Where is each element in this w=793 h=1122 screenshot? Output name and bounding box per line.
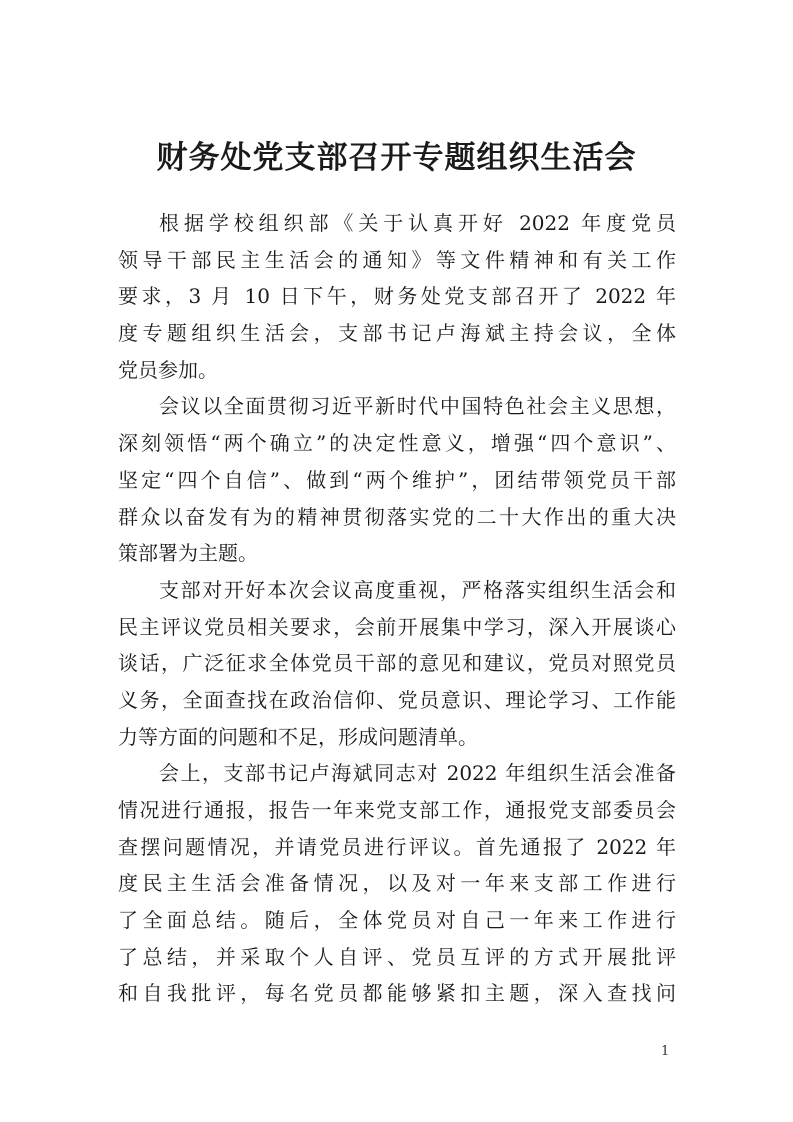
document-title: 财务处党支部召开专题组织生活会	[156, 140, 637, 176]
paragraph-4-line-6: 了总结，并采取个人自评、党员互评的方式开展批评	[118, 944, 676, 969]
paragraph-2-line-3: 坚定“四个自信”、做到“两个维护”，团结带领党员干部	[118, 467, 676, 492]
document-body	[118, 205, 676, 1012]
paragraph-4-line-2: 情况进行通报，报告一年来党支部工作，通报党支部委员会	[118, 798, 676, 822]
paragraph-4-line-7: 和自我批评，每名党员都能够紧扣主题，深入查找问	[118, 981, 676, 1006]
paragraph-3-line-2: 民主评议党员相关要求，会前开展集中学习，深入开展谈心	[118, 614, 676, 639]
paragraph-1-line-2: 领导干部民主生活会的通知》等文件精神和有关工作	[118, 247, 676, 272]
paragraph-1-line-3: 要求，3 月 10 日下午，财务处党支部召开了 2022 年	[118, 284, 676, 309]
paragraph-1-line-1: 根据学校组织部《关于认真开好 2022 年度党员	[159, 211, 676, 235]
paragraph-3-line-3: 谈话，广泛征求全体党员干部的意见和建议，党员对照党员	[118, 651, 676, 676]
paragraph-2-line-5: 策部署为主题。	[118, 541, 258, 566]
paragraph-4-line-4: 度民主生活会准备情况，以及对一年来支部工作进行	[118, 871, 676, 896]
paragraph-2-line-1: 会议以全面贯彻习近平新时代中国特色社会主义思想，	[159, 394, 676, 419]
paragraph-4-line-3: 查摆问题情况，并请党员进行评议。首先通报了 2022 年	[118, 834, 676, 859]
paragraph-3-line-1: 支部对开好本次会议高度重视，严格落实组织生活会和	[159, 577, 676, 602]
paragraph-4-line-1: 会上，支部书记卢海斌同志对 2022 年组织生活会准备	[159, 761, 676, 786]
paragraph-3-line-4: 义务，全面查找在政治信仰、党员意识、理论学习、工作能	[118, 687, 676, 712]
paragraph-1-line-5: 党员参加。	[118, 357, 218, 382]
paragraph-1-line-4: 度专题组织生活会，支部书记卢海斌主持会议，全体	[118, 321, 676, 346]
paragraph-2-line-2: 深刻领悟“两个确立”的决定性意义，增强“四个意识”、	[118, 431, 676, 456]
paragraph-4-line-5: 了全面总结。随后，全体党员对自己一年来工作进行	[118, 908, 676, 933]
page-number: 1	[661, 1044, 670, 1059]
paragraph-3-line-5: 力等方面的问题和不足，形成问题清单。	[118, 724, 478, 749]
paragraph-2-line-4: 群众以奋发有为的精神贯彻落实党的二十大作出的重大决	[118, 504, 676, 529]
